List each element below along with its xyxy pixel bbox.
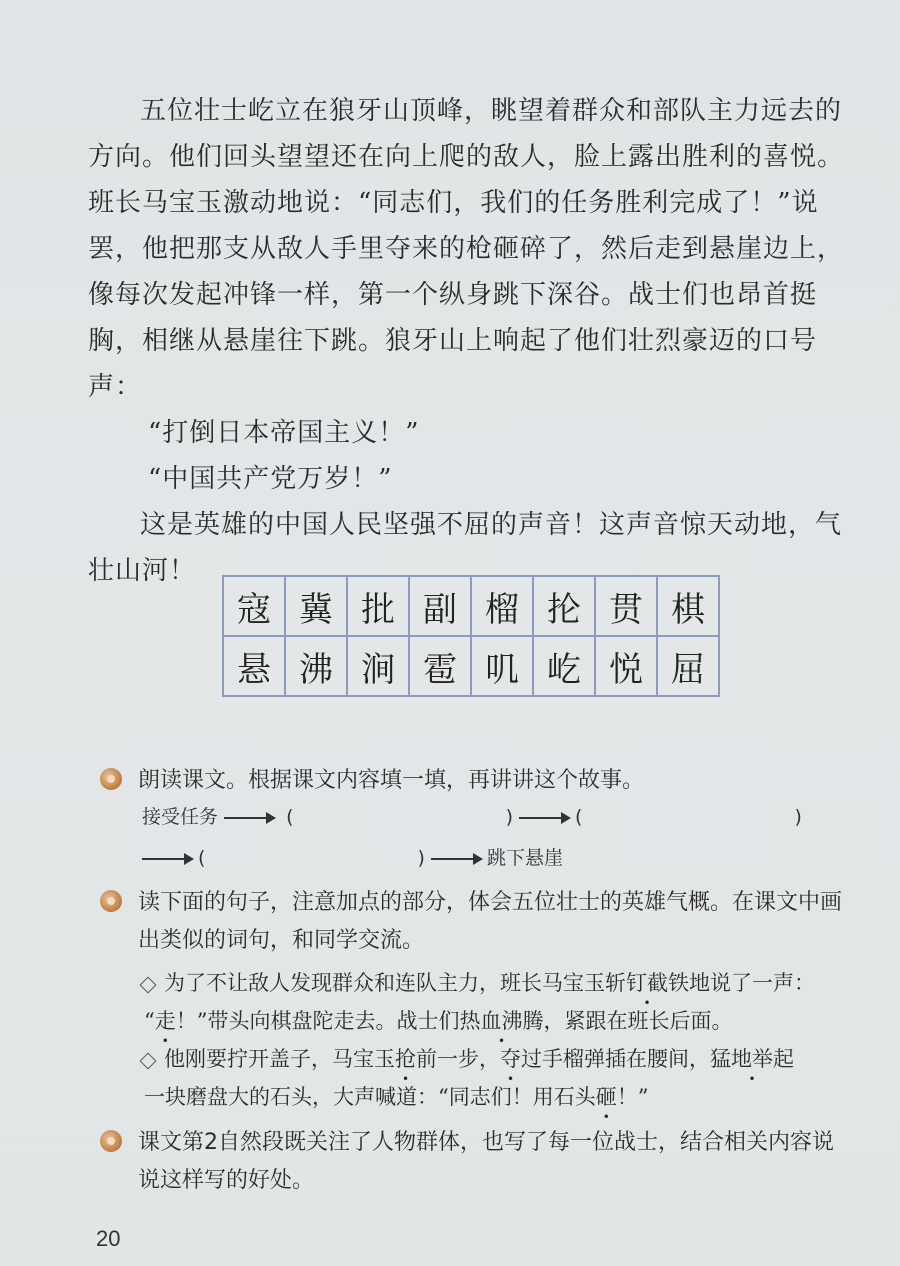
vocab-char: 榴 (471, 576, 533, 636)
exercise-1 (100, 762, 860, 800)
vocab-char: 沸 (285, 636, 347, 696)
exercise-bullet-icon (100, 768, 122, 790)
vocabulary-row-2 (223, 636, 719, 696)
sentence-text: 地说了一声： (689, 971, 815, 995)
blank-close: ) (505, 806, 513, 828)
example-sentence-1 (142, 964, 842, 1040)
dotted-phrase: 热血沸腾 (459, 1009, 544, 1033)
exercise-2 (100, 884, 860, 960)
arrow-icon (224, 817, 274, 819)
story-text (88, 88, 848, 594)
vocab-char: 涧 (347, 636, 409, 696)
vocab-char: 抡 (533, 576, 595, 636)
sentence-text: 他刚要拧开盖子，马宝玉 (164, 1047, 395, 1071)
vocab-char: 寇 (223, 576, 285, 636)
arrow-icon (142, 858, 192, 860)
vocab-char: 冀 (285, 576, 347, 636)
sentence-text: 一块磨盘大的石头，大声喊道：“同志们！用石头 (144, 1085, 596, 1109)
flow-row-2 (142, 843, 563, 870)
flow-end-label: 跳下悬崖 (486, 847, 563, 869)
exercise-1-text: 朗读课文。根据课文内容填一填，再讲讲这个故事。 (138, 768, 645, 793)
exercise-3-line-2: 说这样写的好处。 (138, 1168, 315, 1193)
vocab-char: 雹 (409, 636, 471, 696)
vocab-char: 副 (409, 576, 471, 636)
exercise-bullet-icon (100, 1130, 122, 1152)
exercise-2-line-1: 读下面的句子，注意加点的部分，体会五位壮士的英雄气概。在课文中画 (138, 890, 843, 915)
sentence-text: “ (144, 1009, 155, 1033)
dotted-phrase: 猛地举起 (710, 1047, 794, 1071)
story-slogan-1: “打倒日本帝国主义！” (148, 418, 420, 448)
sentence-text: 过手榴弹插在腰间， (521, 1047, 710, 1071)
dotted-phrase: 夺 (500, 1047, 521, 1071)
vocab-char: 屈 (657, 636, 719, 696)
vocab-char: 批 (347, 576, 409, 636)
flow-start-label: 接受任务 (142, 806, 219, 828)
blank-close: ) (794, 806, 802, 828)
diamond-icon (140, 976, 157, 993)
blank-open: ( (198, 847, 206, 869)
dotted-phrase: 斩钉截铁 (605, 971, 689, 995)
arrow-icon (431, 858, 481, 860)
sentence-text: 前一步， (416, 1047, 500, 1071)
example-sentence-2 (142, 1040, 842, 1116)
flow-row-1 (142, 802, 802, 829)
vocabulary-grid (222, 575, 720, 697)
story-paragraph-1: 五位壮士屹立在狼牙山顶峰，眺望着群众和部队主力远去的方向。他们回头望望还在向上爬的敌人，脸上露出胜利的喜悦。班长马宝玉激动地说：“同志们，我们的任务胜利完成了！”说罢，他把那支从敌人手里夺来的枪砸碎了，然后走到悬崖边上，像每次发起冲锋一样，第一个纵身跳下深谷。战士们也昂首挺胸，相继从悬崖往下跳。狼牙山上响起了他们壮烈豪迈的口号声： (88, 96, 845, 402)
blank-open: ( (286, 806, 294, 828)
dotted-phrase: 走 (154, 1009, 176, 1033)
story-slogan-2: “中国共产党万岁！” (148, 464, 393, 494)
blank-close: ) (417, 847, 425, 869)
arrow-icon (519, 817, 569, 819)
diamond-icon (140, 1052, 157, 1069)
blank-open: ( (575, 806, 583, 828)
exercise-bullet-icon (100, 890, 122, 912)
sentence-text: 为了不让敌人发现群众和连队主力，班长马宝玉 (164, 971, 605, 995)
sentence-text: ！”带头向棋盘陀走去。战士们 (175, 1009, 460, 1033)
sentence-text: ，紧跟在班长后面。 (543, 1009, 733, 1033)
vocab-char: 悦 (595, 636, 657, 696)
vocabulary-row-1 (223, 576, 719, 636)
vocab-char: 屹 (533, 636, 595, 696)
dotted-phrase: 抢 (395, 1047, 416, 1071)
sentence-text: ！” (616, 1085, 649, 1109)
exercise-3 (100, 1124, 860, 1200)
vocab-char: 叽 (471, 636, 533, 696)
exercise-3-line-1: 课文第2自然段既关注了人物群体，也写了每一位战士，结合相关内容说 (138, 1130, 834, 1155)
dotted-phrase: 砸 (595, 1085, 617, 1109)
vocab-char: 贯 (595, 576, 657, 636)
vocab-char: 棋 (657, 576, 719, 636)
vocab-char: 悬 (223, 636, 285, 696)
story-paragraph-2: 这是英雄的中国人民坚强不屈的声音！这声音惊天动地，气壮山河！ (88, 510, 843, 586)
page-number: 20 (96, 1226, 121, 1251)
exercise-2-line-2: 出类似的词句，和同学交流。 (138, 928, 425, 953)
